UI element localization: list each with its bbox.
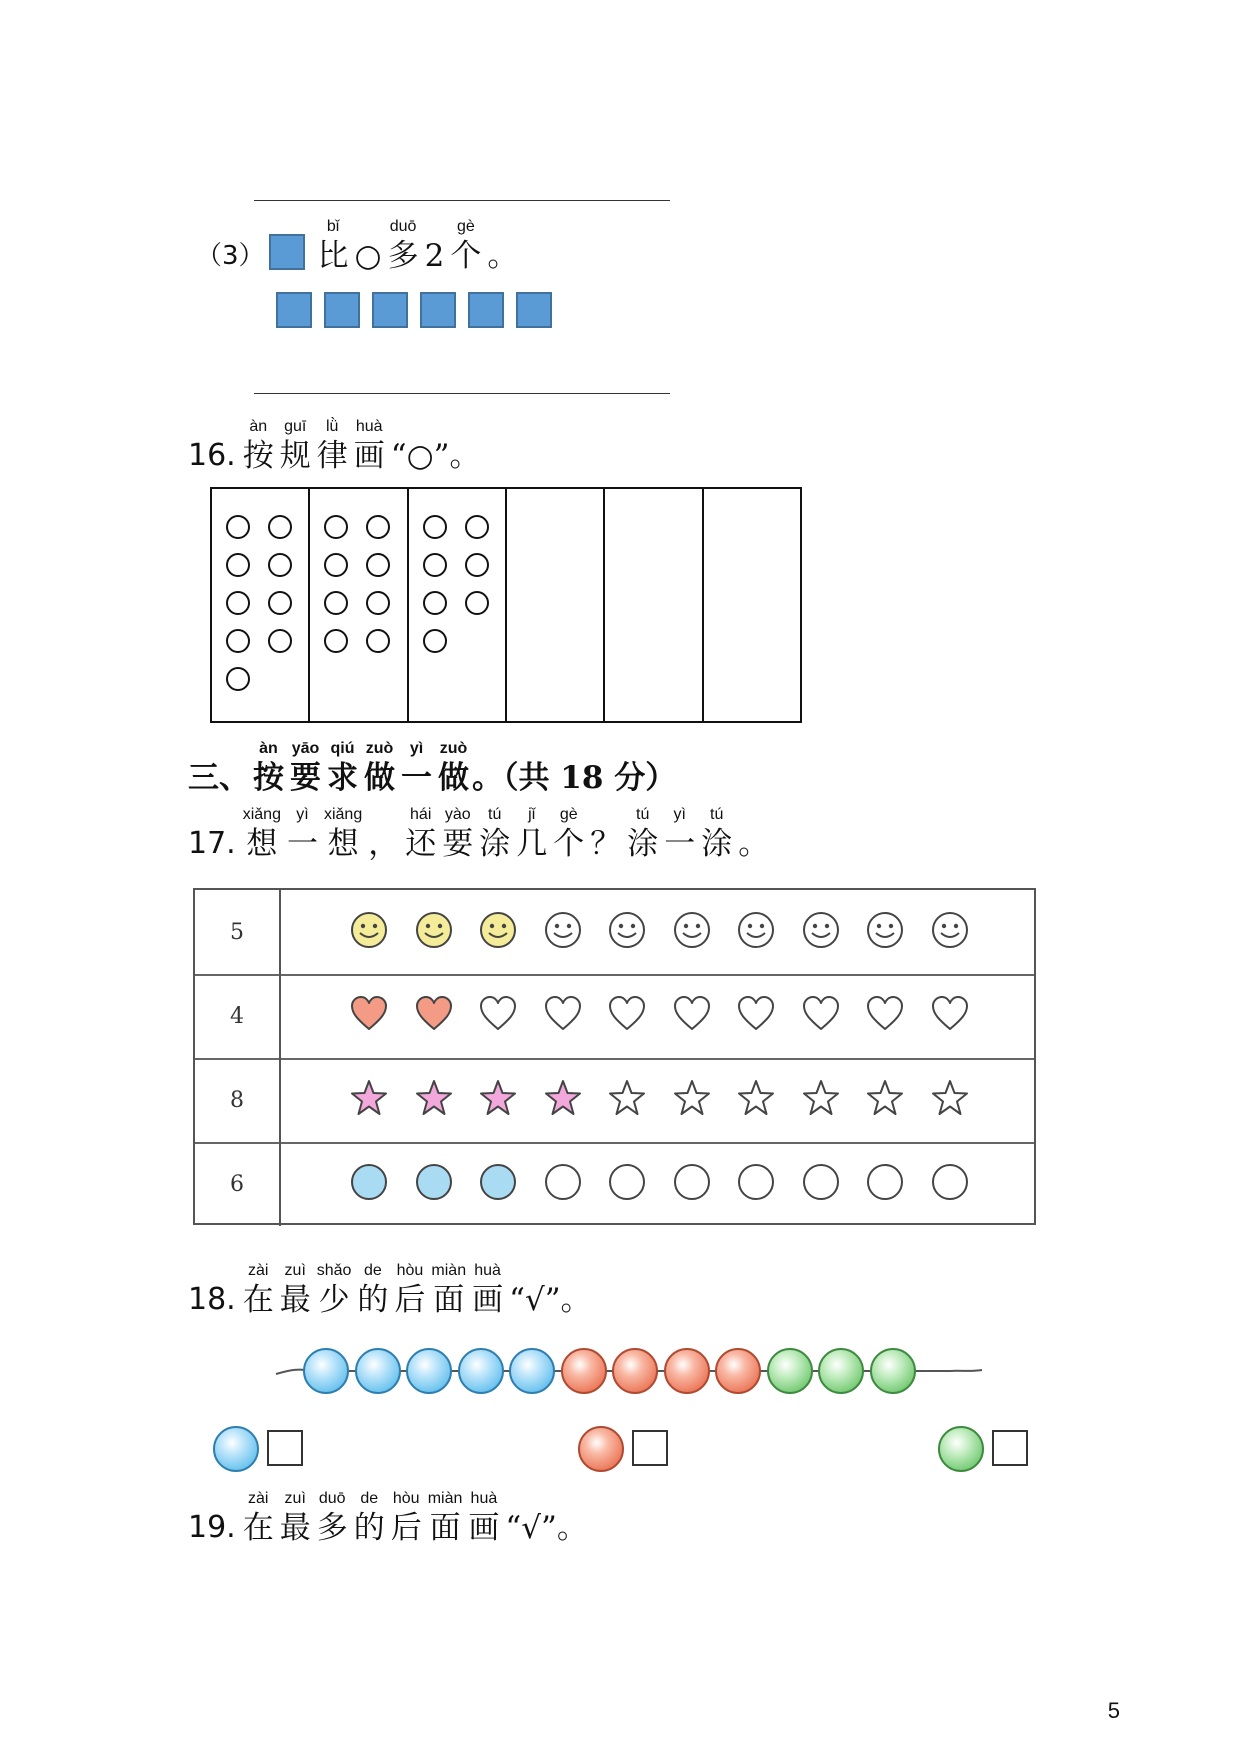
heart-icon[interactable] <box>865 994 905 1034</box>
pinyin: zuì <box>284 1262 306 1279</box>
circle-icon <box>366 515 390 539</box>
hanzi: 少 <box>318 1282 350 1318</box>
circle-icon[interactable] <box>736 1162 776 1202</box>
pinyin: xiǎng <box>242 806 281 823</box>
ruby-char <box>243 418 274 476</box>
hanzi: 涂 <box>479 826 511 862</box>
hanzi: 做 <box>438 760 469 796</box>
page-number: 5 <box>1107 1698 1120 1723</box>
smiley-icon[interactable] <box>865 910 905 950</box>
coloring-row <box>195 890 1034 976</box>
circle-icon <box>423 515 447 539</box>
ruby-char <box>327 740 358 798</box>
ruby-char <box>317 1262 352 1320</box>
hanzi: 几 <box>516 826 548 862</box>
ruby-char <box>253 740 284 798</box>
q18-text <box>240 1262 595 1320</box>
pinyin: de <box>360 1490 379 1507</box>
ruby-char <box>401 740 432 798</box>
q15-part3-line <box>196 218 521 276</box>
pinyin: àn <box>259 740 278 757</box>
coloring-row <box>195 1142 1034 1226</box>
hanzi: 面 <box>433 1282 465 1318</box>
q17-line <box>188 806 772 864</box>
smiley-icon[interactable] <box>672 910 712 950</box>
section-3-text <box>250 740 472 798</box>
ruby-char <box>428 1490 463 1548</box>
bead-row <box>303 1348 923 1398</box>
pinyin: de <box>364 1262 382 1279</box>
hanzi: 后 <box>390 1510 422 1546</box>
ruby-char <box>357 1262 388 1320</box>
hanzi: 的 <box>357 1282 389 1318</box>
heart-icon[interactable] <box>478 994 518 1034</box>
pattern-cell <box>212 489 310 721</box>
pinyin: hòu <box>396 1262 424 1279</box>
answer-cell[interactable] <box>704 489 800 721</box>
circle-icon <box>423 629 447 653</box>
smiley-icon[interactable] <box>607 910 647 950</box>
ruby-char <box>354 1490 385 1548</box>
hanzi: 一 <box>664 826 696 862</box>
hanzi: 最 <box>279 1282 311 1318</box>
hanzi: ？ <box>590 826 622 862</box>
blue-square <box>420 292 456 328</box>
ruby-char <box>391 1490 422 1548</box>
hanzi: 按 <box>253 760 284 796</box>
coloring-row <box>195 1058 1034 1144</box>
q18-number: 18. <box>188 1282 236 1317</box>
pinyin: yì <box>409 740 424 757</box>
q19-text <box>240 1490 591 1548</box>
heart-icon[interactable] <box>930 994 970 1034</box>
circle-icon <box>366 629 390 653</box>
star-icon[interactable] <box>672 1078 712 1118</box>
smiley-icon[interactable] <box>478 910 518 950</box>
red-bead <box>561 1348 607 1394</box>
ruby-char <box>290 740 321 798</box>
blue-bead <box>509 1348 555 1394</box>
checkbox-red[interactable] <box>632 1430 668 1466</box>
star-icon[interactable] <box>930 1078 970 1118</box>
pattern-cell <box>409 489 507 721</box>
ruby-char <box>479 806 510 864</box>
hanzi: “○”。 <box>390 438 481 474</box>
circle-icon <box>423 553 447 577</box>
star-icon[interactable] <box>543 1078 583 1118</box>
hanzi: 多 <box>316 1510 348 1546</box>
circle-icon <box>226 515 250 539</box>
red-bead <box>612 1348 658 1394</box>
star-icon[interactable] <box>478 1078 518 1118</box>
hanzi: 后 <box>394 1282 426 1318</box>
section-3-prefix: 三、 <box>188 760 250 796</box>
circle-icon <box>324 515 348 539</box>
hanzi: 想 <box>327 826 359 862</box>
q17-number: 17. <box>188 826 236 861</box>
q16-text <box>240 418 484 476</box>
ruby-char <box>664 806 695 864</box>
ruby-char <box>405 806 436 864</box>
blue-square <box>468 292 504 328</box>
q19-line <box>188 1490 591 1548</box>
pinyin: shǎo <box>316 1262 352 1279</box>
blue-bead <box>406 1348 452 1394</box>
heart-icon[interactable] <box>801 994 841 1034</box>
hanzi: 。 <box>487 238 519 274</box>
circle-icon <box>226 591 250 615</box>
heart-icon[interactable] <box>543 994 583 1034</box>
q17-coloring-table <box>193 888 1036 1225</box>
circle-icon <box>366 553 390 577</box>
pinyin: tú <box>488 806 502 823</box>
pinyin: duō <box>318 1490 346 1507</box>
circle-icon <box>268 591 292 615</box>
ruby-char <box>318 218 349 276</box>
ruby-char <box>317 418 348 476</box>
circle-icon <box>226 629 250 653</box>
hanzi: 想 <box>246 826 278 862</box>
answer-line-top[interactable] <box>254 200 670 201</box>
hanzi: 个 <box>450 238 482 274</box>
ruby-char <box>509 1262 591 1320</box>
target-count: 4 <box>195 974 281 1058</box>
circle-icon <box>465 515 489 539</box>
circle-icon <box>324 591 348 615</box>
section-3-suffix: 。（共 18 分） <box>472 760 677 796</box>
ruby-char <box>590 806 621 864</box>
pinyin: miàn <box>431 1262 467 1279</box>
hanzi: 在 <box>242 1510 274 1546</box>
ruby-char <box>243 806 281 864</box>
hanzi: 一 <box>286 826 318 862</box>
star-icon[interactable] <box>607 1078 647 1118</box>
ruby-char <box>324 806 362 864</box>
pinyin: bǐ <box>326 218 340 235</box>
pinyin: zuò <box>365 740 394 757</box>
hanzi: 面 <box>429 1510 461 1546</box>
circle-icon[interactable] <box>672 1162 712 1202</box>
hanzi: “√”。 <box>509 1282 592 1318</box>
pinyin: tú <box>636 806 650 823</box>
ruby-char <box>391 418 481 476</box>
pinyin: miàn <box>427 1490 463 1507</box>
q16-pattern-table <box>210 487 802 723</box>
pinyin: gè <box>456 218 475 235</box>
ruby-char <box>280 1262 311 1320</box>
section-3-heading <box>188 740 676 798</box>
ruby-char <box>516 806 547 864</box>
pinyin: yào <box>444 806 471 823</box>
circle-icon <box>465 553 489 577</box>
hanzi: 涂 <box>701 826 733 862</box>
target-count: 5 <box>195 890 281 974</box>
smiley-icon[interactable] <box>930 910 970 950</box>
star-icon[interactable] <box>414 1078 454 1118</box>
hanzi: 要 <box>442 826 474 862</box>
hanzi: 最 <box>279 1510 311 1546</box>
hanzi: 比 <box>317 238 349 274</box>
circle-icon[interactable] <box>930 1162 970 1202</box>
ruby-char <box>442 806 473 864</box>
hanzi: “√”。 <box>505 1510 588 1546</box>
hanzi: 涂 <box>627 826 659 862</box>
pinyin: huà <box>474 1262 501 1279</box>
pinyin: zuì <box>284 1490 306 1507</box>
blue-square <box>276 292 312 328</box>
hanzi: 做 <box>364 760 395 796</box>
circle-icon <box>366 591 390 615</box>
blue-square <box>324 292 360 328</box>
pinyin: yì <box>296 806 309 823</box>
ruby-char <box>364 740 395 798</box>
blue-square <box>372 292 408 328</box>
smiley-icon[interactable] <box>736 910 776 950</box>
q15-part3-text <box>315 218 522 276</box>
ruby-char <box>738 806 769 864</box>
smiley-icon[interactable] <box>414 910 454 950</box>
circle-icon <box>268 553 292 577</box>
pinyin: zài <box>247 1490 269 1507</box>
star-icon[interactable] <box>801 1078 841 1118</box>
ruby-char <box>472 1262 503 1320</box>
ruby-char <box>243 1262 274 1320</box>
checkbox-green[interactable] <box>992 1430 1028 1466</box>
circle-icon <box>324 629 348 653</box>
green-bead <box>767 1348 813 1394</box>
pinyin: jǐ <box>528 806 536 823</box>
smiley-icon[interactable] <box>543 910 583 950</box>
star-icon[interactable] <box>349 1078 389 1118</box>
green-bead <box>870 1348 916 1394</box>
hanzi: 2 <box>424 238 445 274</box>
ruby-char <box>394 1262 425 1320</box>
hanzi: 个 <box>553 826 585 862</box>
ruby-char <box>553 806 584 864</box>
hanzi: ， <box>368 826 400 862</box>
green-bead-option <box>938 1426 984 1472</box>
ruby-char <box>243 1490 274 1548</box>
answer-cell[interactable] <box>507 489 605 721</box>
red-bead <box>715 1348 761 1394</box>
red-bead-option <box>578 1426 624 1472</box>
star-icon[interactable] <box>736 1078 776 1118</box>
hanzi: 画 <box>353 438 385 474</box>
circle-icon <box>423 591 447 615</box>
q18-line <box>188 1262 595 1320</box>
ruby-char <box>317 1490 348 1548</box>
ruby-char <box>505 1490 587 1548</box>
q16-line <box>188 418 483 476</box>
smiley-icon[interactable] <box>801 910 841 950</box>
q19-number: 19. <box>188 1510 236 1545</box>
circle-icon[interactable] <box>865 1162 905 1202</box>
circle-icon <box>268 629 292 653</box>
q16-number: 16. <box>188 438 236 473</box>
coloring-row <box>195 974 1034 1060</box>
pinyin: huà <box>355 418 383 435</box>
pinyin: yāo <box>291 740 320 757</box>
hanzi: 按 <box>242 438 274 474</box>
pinyin: yì <box>673 806 686 823</box>
blue-square <box>516 292 552 328</box>
hanzi: ○ <box>354 238 382 274</box>
checkbox-blue[interactable] <box>267 1430 303 1466</box>
circle-icon <box>226 667 250 691</box>
hanzi: 求 <box>327 760 358 796</box>
target-count: 6 <box>195 1142 281 1226</box>
hanzi: 画 <box>468 1510 500 1546</box>
pinyin: hòu <box>392 1490 420 1507</box>
blue-bead <box>458 1348 504 1394</box>
heart-icon[interactable] <box>672 994 712 1034</box>
hanzi: 多 <box>387 238 419 274</box>
hanzi: 的 <box>353 1510 385 1546</box>
hanzi: 在 <box>242 1282 274 1318</box>
target-count: 8 <box>195 1058 281 1142</box>
hanzi: 律 <box>316 438 348 474</box>
q17-text <box>240 806 773 864</box>
hanzi: 。 <box>738 826 770 862</box>
green-bead <box>818 1348 864 1394</box>
circle-icon[interactable] <box>349 1162 389 1202</box>
blue-bead-option <box>213 1426 259 1472</box>
circle-icon <box>268 515 292 539</box>
red-bead <box>664 1348 710 1394</box>
hanzi: 规 <box>279 438 311 474</box>
heart-icon[interactable] <box>414 994 454 1034</box>
pinyin: duō <box>389 218 417 235</box>
ruby-char <box>287 806 318 864</box>
pinyin: tú <box>710 806 724 823</box>
bead-options <box>0 1426 1240 1476</box>
pinyin: zuò <box>439 740 468 757</box>
circle-icon[interactable] <box>801 1162 841 1202</box>
pinyin: gè <box>559 806 578 823</box>
ruby-char <box>438 740 469 798</box>
heart-icon[interactable] <box>349 994 389 1034</box>
ruby-char <box>431 1262 466 1320</box>
pinyin: xiǎng <box>323 806 363 823</box>
hanzi: 一 <box>401 760 432 796</box>
blue-bead <box>355 1348 401 1394</box>
smiley-icon[interactable] <box>349 910 389 950</box>
ruby-char <box>354 418 385 476</box>
ruby-char <box>388 218 419 276</box>
ruby-char <box>368 806 399 864</box>
ruby-char <box>280 418 311 476</box>
answer-cell[interactable] <box>605 489 703 721</box>
ruby-char <box>701 806 732 864</box>
blue-bead <box>303 1348 349 1394</box>
ruby-char <box>355 218 382 276</box>
pinyin: zài <box>247 1262 269 1279</box>
circle-icon <box>226 553 250 577</box>
blue-square-icon <box>269 234 305 270</box>
pinyin: huà <box>470 1490 498 1507</box>
pinyin: lǜ <box>325 418 339 435</box>
pinyin: àn <box>249 418 268 435</box>
pinyin: hái <box>410 806 432 823</box>
answer-line-bottom[interactable] <box>254 393 670 394</box>
hanzi: 要 <box>290 760 321 796</box>
blue-squares-row <box>276 292 576 332</box>
circle-icon <box>465 591 489 615</box>
ruby-char <box>627 806 658 864</box>
pinyin: qiú <box>330 740 355 757</box>
star-icon[interactable] <box>865 1078 905 1118</box>
hanzi: 画 <box>472 1282 504 1318</box>
pinyin: guī <box>284 418 307 435</box>
heart-icon[interactable] <box>607 994 647 1034</box>
q15-part3-label: （3） <box>196 241 265 271</box>
circle-icon[interactable] <box>543 1162 583 1202</box>
ruby-char <box>425 218 445 276</box>
circle-icon[interactable] <box>607 1162 647 1202</box>
ruby-char <box>280 1490 311 1548</box>
ruby-char <box>468 1490 499 1548</box>
circle-icon[interactable] <box>478 1162 518 1202</box>
pattern-cell <box>310 489 408 721</box>
circle-icon[interactable] <box>414 1162 454 1202</box>
hanzi: 还 <box>405 826 437 862</box>
ruby-char <box>450 218 481 276</box>
ruby-char <box>487 218 518 276</box>
circle-icon <box>324 553 348 577</box>
heart-icon[interactable] <box>736 994 776 1034</box>
